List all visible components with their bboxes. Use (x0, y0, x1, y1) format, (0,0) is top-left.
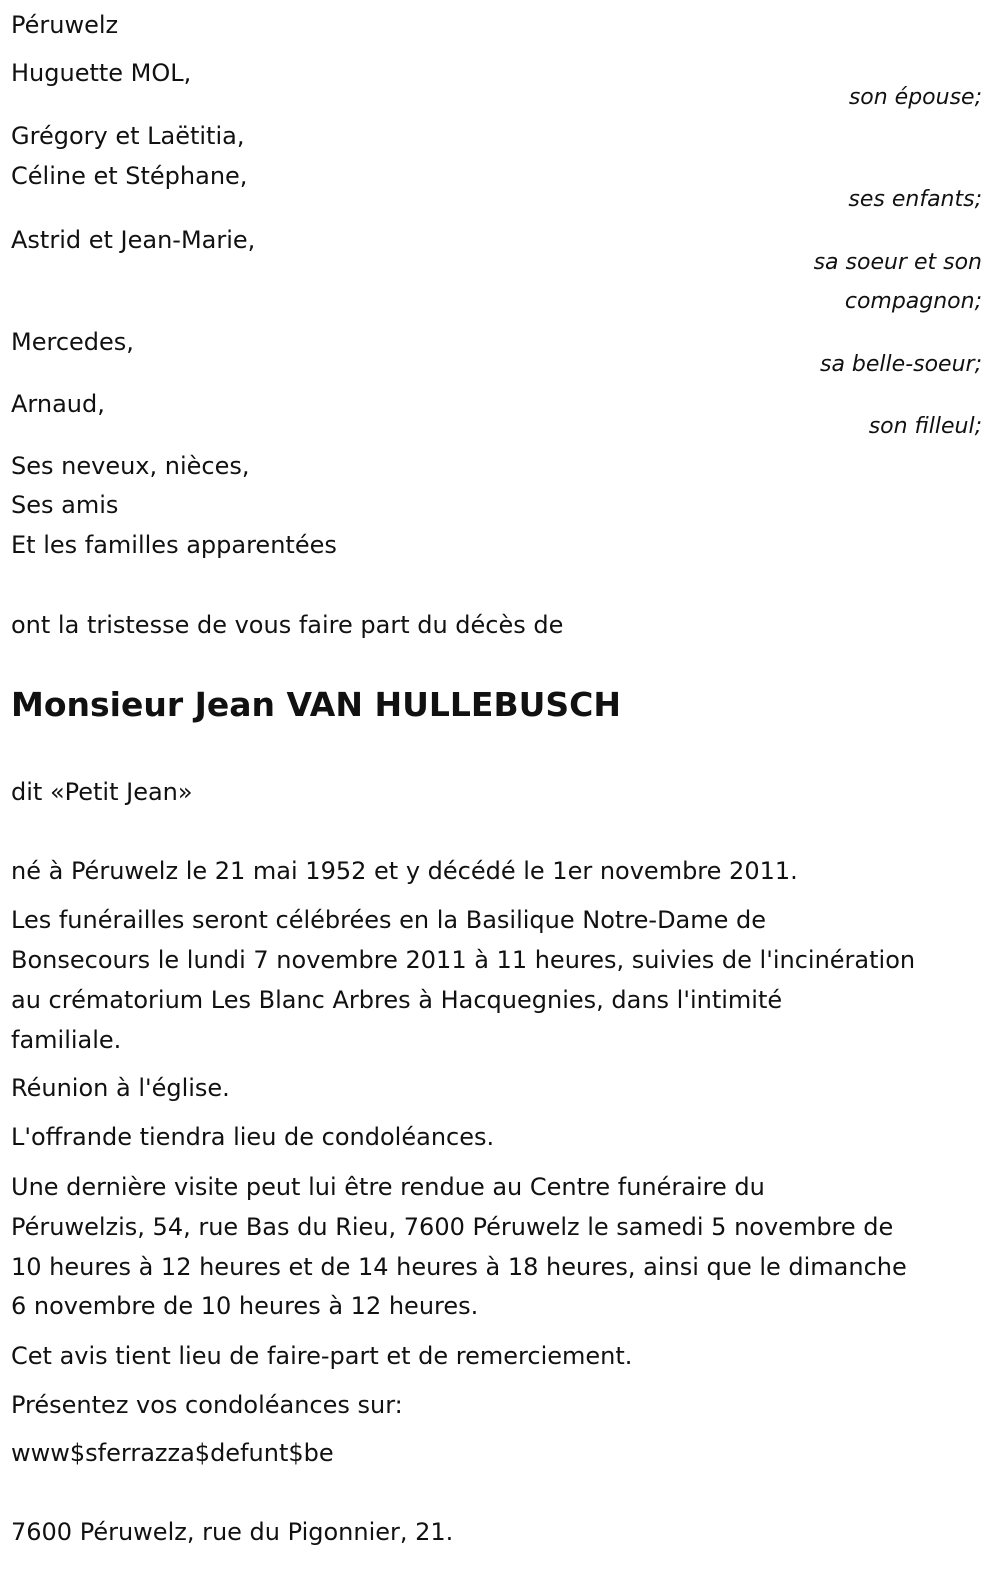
address: 7600 Péruwelz, rue du Pigonnier, 21. (11, 1518, 454, 1546)
others-2: Ses amis (11, 491, 119, 519)
visit-line: 6 novembre de 10 heures à 12 heures. (11, 1292, 479, 1320)
visit-line: Une dernière visite peut lui être rendue au Centre funéraire du (11, 1173, 765, 1201)
condolences-url[interactable]: www$sferrazza$defunt$be (11, 1439, 334, 1467)
sister-in-law-role: sa belle-soeur; (820, 352, 982, 377)
child-1: Grégory et Laëtitia, (11, 122, 245, 150)
notice: Cet avis tient lieu de faire-part et de remerciement. (11, 1342, 633, 1370)
birth-death: né à Péruwelz le 21 mai 1952 et y décédé le 1er novembre 2011. (11, 857, 798, 885)
sister-role-1: sa soeur et son (813, 250, 982, 275)
others-3: Et les familles apparentées (11, 531, 337, 559)
sister-role-2: compagnon; (844, 289, 982, 314)
others-1: Ses neveux, nièces, (11, 452, 250, 480)
nickname: dit «Petit Jean» (11, 778, 193, 806)
sister: Astrid et Jean-Marie, (11, 226, 256, 254)
spouse-role: son épouse; (848, 85, 982, 110)
deceased-name: Monsieur Jean VAN HULLEBUSCH (11, 685, 622, 724)
funeral-line: Les funérailles seront célébrées en la Basilique Notre-Dame de (11, 906, 767, 934)
godson-role: son filleul; (868, 414, 982, 439)
funeral-line: Bonsecours le lundi 7 novembre 2011 à 11 heures, suivies de l'incinération (11, 946, 916, 974)
child-2: Céline et Stéphane, (11, 162, 248, 190)
visit-line: Péruwelzis, 54, rue Bas du Rieu, 7600 Péruwelz le samedi 5 novembre de (11, 1213, 894, 1241)
funeral-line: familiale. (11, 1026, 122, 1054)
visit-line: 10 heures à 12 heures et de 14 heures à 18 heures, ainsi que le dimanche (11, 1253, 907, 1281)
condolences-label: Présentez vos condoléances sur: (11, 1391, 403, 1419)
godson: Arnaud, (11, 390, 105, 418)
sister-in-law: Mercedes, (11, 328, 134, 356)
meeting: Réunion à l'église. (11, 1074, 230, 1102)
announcement: ont la tristesse de vous faire part du décès de (11, 611, 564, 639)
city: Péruwelz (11, 11, 119, 39)
funeral-line: au crématorium Les Blanc Arbres à Hacquegnies, dans l'intimité (11, 986, 783, 1014)
spouse: Huguette MOL, (11, 59, 192, 87)
children-role: ses enfants; (848, 187, 982, 212)
offering: L'offrande tiendra lieu de condoléances. (11, 1123, 495, 1151)
